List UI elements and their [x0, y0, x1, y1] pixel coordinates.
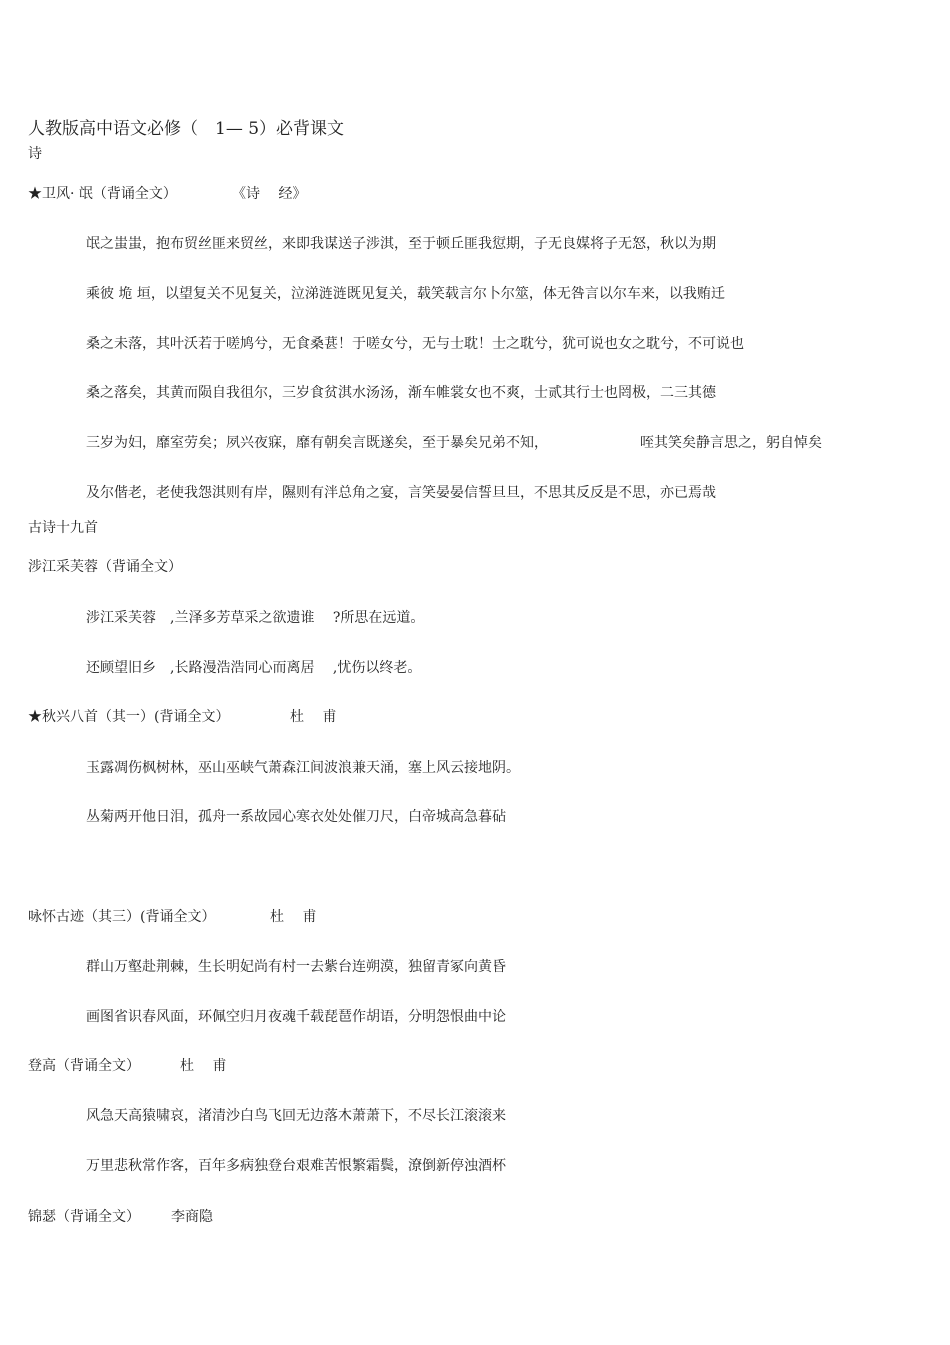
poem-author: 李商隐 — [171, 1209, 213, 1225]
collection-heading: 古诗十九首 — [28, 520, 98, 536]
poem-line: 玉露凋伤枫树林，巫山巫峡气萧森江间波浪兼天涌，塞上风云接地阴。 — [86, 760, 520, 776]
poem-line: 乘彼 垝 垣，以望复关不见复关，泣涕涟涟既见复关，载笑载言尔卜尔筮，体无咎言以尔车来，以我贿迁 — [86, 286, 725, 302]
poem-author: 《诗 经》 — [232, 186, 307, 202]
poem-line: 丛菊两开他日泪，孤舟一系故园心寒衣处处催刀尺，白帝城高急暮砧 — [86, 809, 506, 825]
poem-heading: ★秋兴八首（其一）(背诵全文） — [28, 709, 230, 725]
poem-line: 风急天高猿啸哀，渚清沙白鸟飞回无边落木萧萧下，不尽长江滚滚来 — [86, 1108, 506, 1124]
section-label: 诗 — [28, 146, 42, 162]
poem-author: 杜 甫 — [270, 909, 317, 925]
poem-line: 还顾望旧乡 ,长路漫浩浩同心而离居 ,忧伤以终老。 — [86, 660, 422, 676]
poem-heading: ★卫风· 氓（背诵全文） — [28, 186, 177, 202]
poem-line: 三岁为妇，靡室劳矣；夙兴夜寐，靡有朝矣言既遂矣，至于暴矣兄弟不知， — [86, 435, 548, 451]
poem-author: 杜 甫 — [180, 1058, 227, 1074]
poem-line: 及尔偕老，老使我怨淇则有岸，隰则有泮总角之宴，言笑晏晏信誓旦旦，不思其反反是不思，亦已焉哉 — [86, 485, 716, 501]
poem-line: 涉江采芙蓉 ,兰泽多芳草采之欲遗谁 ?所思在远道。 — [86, 610, 425, 626]
poem-line: 画图省识春风面，环佩空归月夜魂千载琵琶作胡语，分明怨恨曲中论 — [86, 1009, 506, 1025]
poem-line: 群山万壑赴荆棘，生长明妃尚有村一去紫台连朔漠，独留青冢向黄昏 — [86, 959, 506, 975]
poem-heading: 涉江采芙蓉（背诵全文） — [28, 559, 182, 575]
poem-author: 杜 甫 — [290, 709, 337, 725]
poem-line: 桑之未落，其叶沃若于嗟鸠兮，无食桑葚！于嗟女兮，无与士耽！士之耽兮，犹可说也女之耽兮，不可说也 — [86, 336, 744, 352]
poem-line: 万里悲秋常作客，百年多病独登台艰难苦恨繁霜鬓，潦倒新停浊酒杯 — [86, 1158, 506, 1174]
poem-heading: 登高（背诵全文） — [28, 1058, 140, 1074]
poem-line: 桑之落矣，其黄而陨自我徂尔，三岁食贫淇水汤汤，渐车帷裳女也不爽，士贰其行士也罔极，二三其德 — [86, 385, 716, 401]
poem-line: 氓之蚩蚩，抱布贸丝匪来贸丝，来即我谋送子涉淇，至于顿丘匪我愆期，子无良媒将子无怒，秋以为期 — [86, 236, 716, 252]
poem-heading: 锦瑟（背诵全文） — [28, 1209, 140, 1225]
poem-line-continuation: 咥其笑矣静言思之，躬自悼矣 — [640, 435, 822, 451]
document-title: 人教版高中语文必修（ 1— 5）必背课文 — [28, 119, 345, 139]
poem-heading: 咏怀古迹（其三）(背诵全文） — [28, 909, 216, 925]
